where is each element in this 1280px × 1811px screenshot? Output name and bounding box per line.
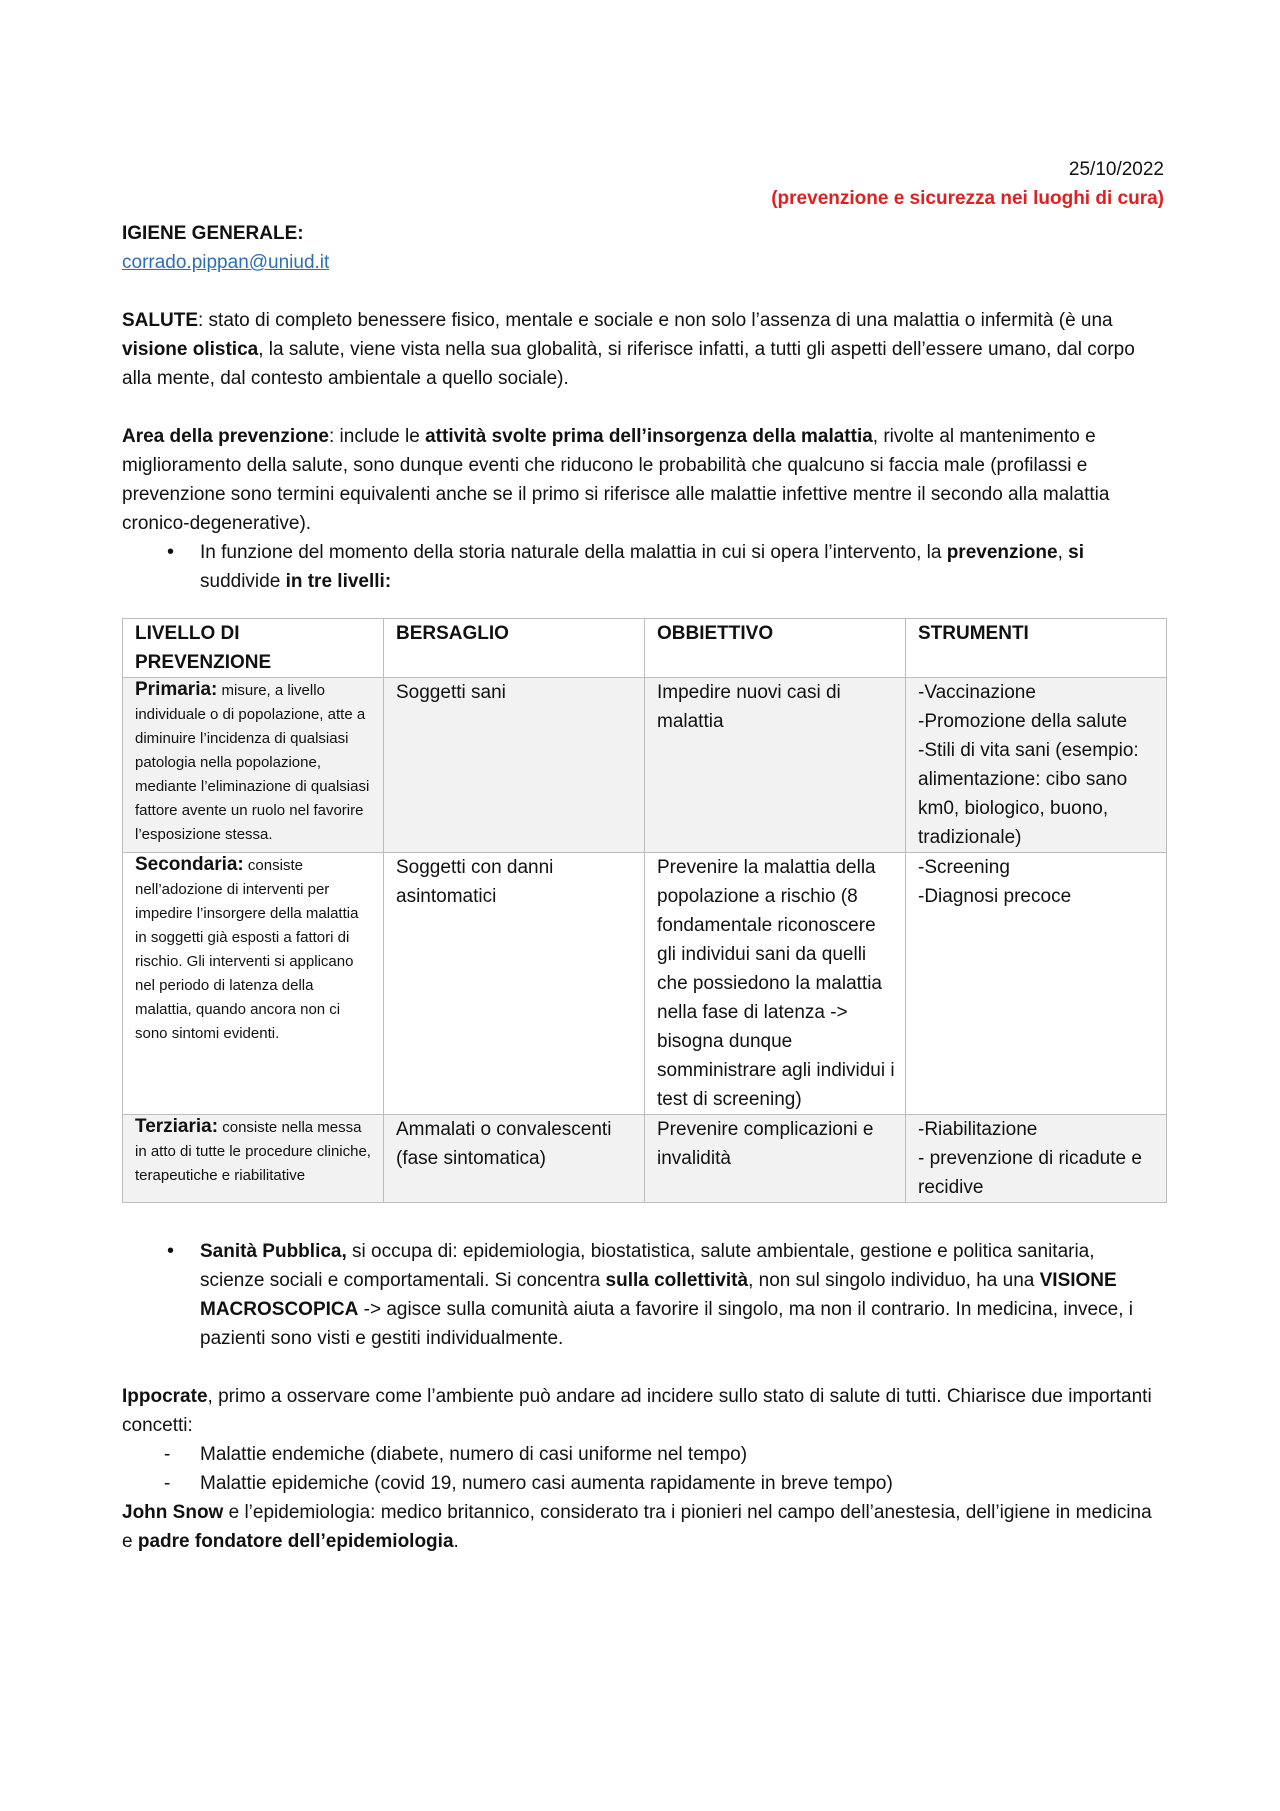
salute-term: SALUTE xyxy=(122,310,198,331)
table-header-row xyxy=(123,619,1167,678)
goal-cell: Prevenire complicazioni e invalidità xyxy=(645,1115,906,1203)
goal-cell: Impedire nuovi casi di malattia xyxy=(645,678,906,853)
header-cell: OBBIETTIVO xyxy=(645,619,906,678)
target-cell: Soggetti con danni asintomatici xyxy=(384,853,645,1115)
snow-term: John Snow xyxy=(122,1502,224,1523)
list-item: - Malattie endemiche (diabete, numero di casi uniforme nel tempo) xyxy=(122,1440,1164,1469)
prevenzione-bullets xyxy=(122,538,1164,596)
table-row xyxy=(123,853,1167,1115)
prevenzione-paragraph: Area della prevenzione: include le attività svolte prima dell’insorgenza della malattia, rivolte al mantenimento e miglioramento della salute, sono dunque eventi che riducono le probabilità che qualcuno si faccia male (profilassi e prevenzione sono termini equivalenti anche se il primo si riferisce alle malattie infettive mentre il secondo alla malattia cronico-degenerative). xyxy=(122,426,1110,534)
level-cell: Primaria: misure, a livello individuale o di popolazione, atte a diminuire l’incidenza di qualsiasi patologia nella popolazione, mediante l’eliminazione di qualsiasi fattore avente un ruolo nel favorire l’esposizione stessa. xyxy=(123,678,384,853)
tools-cell: -Vaccinazione -Promozione della salute -Stili di vita sani (esempio: alimentazione: cibo sano km0, biologico, buono, tradizionale) xyxy=(906,678,1167,853)
page-title: IGIENE GENERALE: xyxy=(122,223,304,244)
ippocrate-term: Ippocrate xyxy=(122,1386,208,1407)
table-row xyxy=(123,678,1167,853)
header-cell: STRUMENTI xyxy=(906,619,1167,678)
ippocrate-paragraph: Ippocrate, primo a osservare come l’ambiente può andare ad incidere sullo stato di salute di tutti. Chiarisce due importanti concetti: xyxy=(122,1386,1152,1436)
list-item: - Malattie epidemiche (covid 19, numero casi aumenta rapidamente in breve tempo) xyxy=(122,1469,1164,1498)
list-item: • Sanità Pubblica, si occupa di: epidemiologia, biostatistica, salute ambientale, gestione e politica sanitaria, scienze sociali e comportamentali. Si concentra sulla collettività, non sul singolo individuo, ha una VISIONE MACROSCOPICA -> agisce sulla comunità aiuta a favorire il singolo, ma non il contrario. In medicina, invece, i pazienti sono visti e gestiti individualmente. xyxy=(122,1237,1164,1353)
target-cell: Soggetti sani xyxy=(384,678,645,853)
date: 25/10/2022 xyxy=(1068,159,1164,180)
tools-cell: -Screening -Diagnosi precoce xyxy=(906,853,1167,1115)
email-link[interactable]: corrado.pippan@uniud.it xyxy=(122,252,330,273)
level-cell: Terziaria: consiste nella messa in atto di tutte le procedure cliniche, terapeutiche e riabilitative xyxy=(123,1115,384,1203)
ippocrate-list xyxy=(122,1440,1164,1498)
table-row xyxy=(123,1115,1167,1203)
level-cell: Secondaria: consiste nell’adozione di interventi per impedire l’insorgere della malattia in soggetti già esposti a fattori di rischio. Gli interventi si applicano nel periodo di latenza della malattia, quando ancora non ci sono sintomi evidenti. xyxy=(123,853,384,1115)
course-subtitle: (prevenzione e sicurezza nei luoghi di cura) xyxy=(771,188,1164,209)
target-cell: Ammalati o convalescenti (fase sintomatica) xyxy=(384,1115,645,1203)
tools-cell: -Riabilitazione - prevenzione di ricadute e recidive xyxy=(906,1115,1167,1203)
header-cell: LIVELLO DI PREVENZIONE xyxy=(123,619,384,678)
prevenzione-term: Area della prevenzione xyxy=(122,426,329,447)
prevention-table xyxy=(122,618,1167,1203)
list-item: • In funzione del momento della storia naturale della malattia in cui si opera l’intervento, la prevenzione, si suddivide in tre livelli: xyxy=(122,538,1164,596)
salute-paragraph: SALUTE: stato di completo benessere fisico, mentale e sociale e non solo l’assenza di una malattia o infermità (è una visione olistica, la salute, viene vista nella sua globalità, si riferisce infatti, a tutti gli aspetti dell’essere umano, dal corpo alla mente, dal contesto ambientale a quello sociale). xyxy=(122,310,1135,389)
header-cell: BERSAGLIO xyxy=(384,619,645,678)
sanita-term: Sanità Pubblica, xyxy=(200,1241,347,1262)
snow-paragraph: John Snow e l’epidemiologia: medico britannico, considerato tra i pionieri nel campo dell’anestesia, dell’igiene in medicina e padre fondatore dell’epidemiologia. xyxy=(122,1502,1152,1552)
goal-cell: Prevenire la malattia della popolazione a rischio (8 fondamentale riconoscere gli individui sani da quelli che possiedono la malattia nella fase di latenza -> bisogna dunque somministrare agli individui i test di screening) xyxy=(645,853,906,1115)
sanita-bullets xyxy=(122,1237,1164,1353)
